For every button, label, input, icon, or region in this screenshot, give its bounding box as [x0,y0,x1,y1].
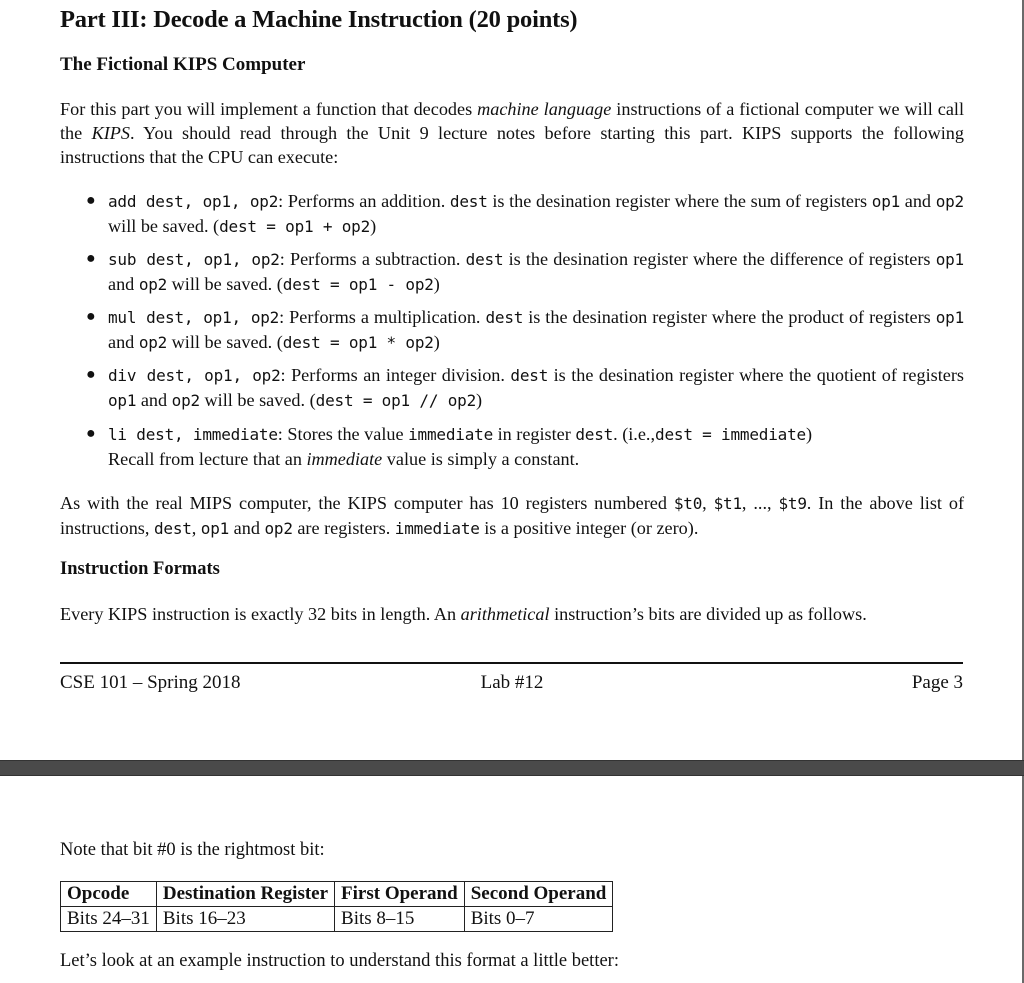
closing-text: Let’s look at an example instruction to understand this format a little better: [60,951,619,971]
footer-course: CSE 101 – Spring 2018 [60,672,241,693]
table-cell: Bits 8–15 [335,907,465,932]
bullet-icon: ● [86,308,96,325]
section-heading-formats: Instruction Formats [60,559,220,579]
table-cell: Bits 16–23 [156,907,334,932]
instruction-item-sub: sub dest, op1, op2: Performs a subtraction. dest is the desination register where the difference of registers op1 and op2 will be saved. (dest = op1 - op2) [108,249,964,294]
bullet-icon: ● [86,366,96,383]
bullet-icon: ● [86,425,96,442]
formats-paragraph: Every KIPS instruction is exactly 32 bits in length. An arithmetical instruction’s bits are divided up as follows. [60,604,867,624]
note-text: Note that bit #0 is the rightmost bit: [60,840,325,860]
page-break-separator [0,760,1024,776]
footer-lab: Lab #12 [480,672,544,693]
table-header-cell: First Operand [335,882,465,907]
table-header-cell: Destination Register [156,882,334,907]
instruction-item-mul: mul dest, op1, op2: Performs a multiplication. dest is the desination register where the product of registers op1 and op2 will be saved. (dest = op1 * op2) [108,307,965,352]
footer-divider [60,662,963,664]
section-heading-kips: The Fictional KIPS Computer [60,54,306,75]
table-header-cell: Second Operand [464,882,613,907]
bullet-icon: ● [86,250,96,267]
part-title: Part III: Decode a Machine Instruction (20 points) [60,6,578,33]
instruction-format-table [60,881,613,932]
instruction-item-div: div dest, op1, op2: Performs an integer division. dest is the desination register where the quotient of registers op1 and op2 will be saved. (dest = op1 // op2) [108,365,964,410]
intro-paragraph: For this part you will implement a function that decodes machine language instructions of a fictional computer we will call the KIPS. You should read through the Unit 9 lecture notes before starting this part. KIPS supports the following instructions that the CPU can execute: [60,99,964,167]
bullet-icon: ● [86,192,96,209]
table-header-row [61,882,613,907]
registers-paragraph: As with the real MIPS computer, the KIPS computer has 10 registers numbered $t0, $t1, ..., $t9. In the above list of instructions, dest, op1 and op2 are registers. immediate is a positive integer (or zero). [60,493,965,538]
instruction-item-li: li dest, immediate: Stores the value immediate in register dest. (i.e.,dest = immediate) Recall from lecture that an immediate value is simply a constant. [108,424,813,469]
table-header-cell: Opcode [61,882,157,907]
table-row [61,907,613,932]
instruction-item-add: add dest, op1, op2: Performs an addition. dest is the desination register where the sum of registers op1 and op2 will be saved. (dest = op1 + op2) [108,191,964,236]
table-cell: Bits 24–31 [61,907,157,932]
table-cell: Bits 0–7 [464,907,613,932]
footer-page-number: Page 3 [911,672,963,693]
